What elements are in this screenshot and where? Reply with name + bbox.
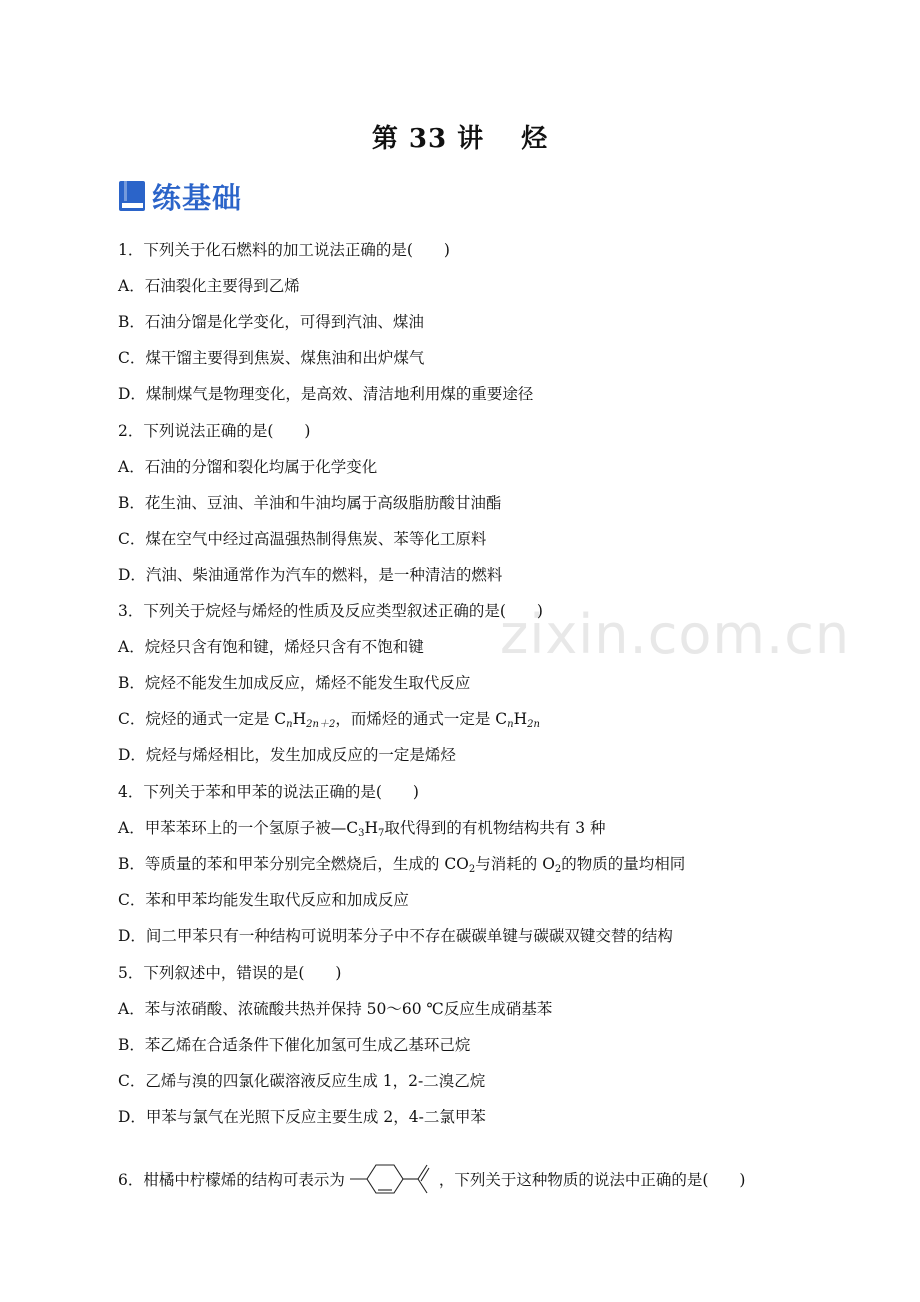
question-3-stem: 3．下列关于烷烃与烯烃的性质及反应类型叙述正确的是( )	[118, 602, 543, 620]
question-3-option-c: C．烷烃的通式一定是 $C_nH_{2n+2}$，而烯烃的通式一定是 $C_nH_{2n}$	[118, 710, 540, 730]
limonene-structure-diagram	[347, 1159, 437, 1199]
question-5-option-b: B．苯乙烯在合适条件下催化加氢可生成乙基环己烷	[118, 1036, 471, 1054]
book-icon	[118, 180, 146, 212]
question-2-option-d: D．汽油、柴油通常作为汽车的燃料，是一种清洁的燃料	[118, 566, 503, 584]
section-header	[118, 176, 242, 216]
question-2-option-a: A．石油的分馏和裂化均属于化学变化	[118, 458, 378, 476]
question-5-option-a: A．苯与浓硝酸、浓硫酸共热并保持 50～60 ℃反应生成硝基苯	[118, 1000, 553, 1018]
question-1-option-b: B．石油分馏是化学变化，可得到汽油、煤油	[118, 313, 424, 331]
question-1-stem: 1．下列关于化石燃料的加工说法正确的是( )	[118, 241, 450, 259]
question-5-option-d: D．甲苯与氯气在光照下反应主要生成 2，4-二氯甲苯	[118, 1108, 486, 1126]
question-2-option-c: C．煤在空气中经过高温强热制得焦炭、苯等化工原料	[118, 530, 487, 548]
question-1-option-d: D．煤制煤气是物理变化，是高效、清洁地利用煤的重要途径	[118, 385, 534, 403]
question-1-option-c: C．煤干馏主要得到焦炭、煤焦油和出炉煤气	[118, 349, 425, 367]
question-2-option-b: B．花生油、豆油、羊油和牛油均属于高级脂肪酸甘油酯	[118, 494, 502, 512]
question-3-option-d: D．烷烃与烯烃相比，发生加成反应的一定是烯烃	[118, 746, 456, 764]
question-4-option-a: A．甲苯苯环上的一个氢原子被$—C_3H_7$取代得到的有机物结构共有 3 种	[118, 819, 606, 839]
question-4-option-b: B．等质量的苯和甲苯分别完全燃烧后，生成的 $CO_2$与消耗的 $O_2$的物质的量均相同	[118, 855, 686, 875]
question-5-option-c: C．乙烯与溴的四氯化碳溶液反应生成 1，2-二溴乙烷	[118, 1072, 486, 1090]
watermark: zixin.com.cn	[500, 603, 851, 666]
question-5-stem: 5．下列叙述中，错误的是( )	[118, 964, 342, 982]
question-4-option-d: D．间二甲苯只有一种结构可说明苯分子中不存在碳碳单键与碳碳双键交替的结构	[118, 927, 673, 945]
question-4-stem: 4．下列关于苯和甲苯的说法正确的是( )	[118, 783, 419, 801]
question-2-stem: 2．下列说法正确的是( )	[118, 422, 311, 440]
question-1-option-a: A．石油裂化主要得到乙烯	[118, 277, 300, 295]
question-3-option-b: B．烷烃不能发生加成反应，烯烃不能发生取代反应	[118, 674, 471, 692]
page-title: 第 33 讲 烃	[371, 124, 549, 154]
section-label: 练基础	[152, 180, 243, 215]
question-3-option-a: A．烷烃只含有饱和键，烯烃只含有不饱和键	[118, 638, 424, 656]
question-4-option-c: C．苯和甲苯均能发生取代反应和加成反应	[118, 891, 409, 909]
question-6-stem: 6．柑橘中柠檬烯的结构可表示为 ，下列关于这种物质的说法中正确的是( )	[118, 1159, 745, 1199]
